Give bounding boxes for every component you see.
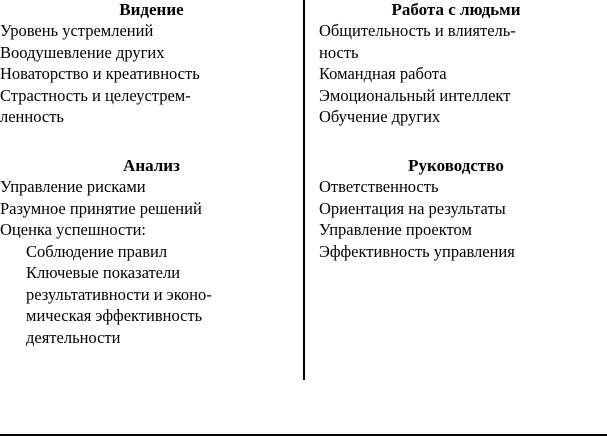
list-item: Разумное принятие решений [0,198,202,218]
list-item: Обучение других [319,107,441,126]
list-item: Общительность и влиятель- [319,21,516,40]
list-item: ность [319,42,359,62]
content-cell-working-with-people [304,20,607,156]
content-cell-vision [0,20,304,156]
list-item: Страстность и целеустрем- [0,85,191,105]
list-item: Воодушевление других [0,42,165,62]
list-item: Эффективность управления [319,241,515,261]
list-item: Уровень устремлений [0,21,154,40]
list-item: Эмоциональный интеллект [319,85,511,105]
header-row-1 [0,0,607,20]
list-item: Управление проектом [319,220,472,239]
header-cell-leadership: Руководство [408,156,504,175]
list-item: Оценка успешности: [0,220,146,239]
content-row-1 [0,20,607,156]
list-item: мическая эффективность [26,306,203,325]
list-item: Ответственность [319,177,439,196]
list-item: ленность [0,107,64,126]
list-item: Соблюдение правил [26,241,168,261]
list-item: Новаторство и креативность [0,64,200,83]
list-item: Управление рисками [0,177,146,196]
header-cell-vision: Видение [0,0,304,20]
list-item: результативности и эконо- [26,284,212,304]
header-cell-working-with-people: Работа с людьми [391,0,521,19]
list-item: Ориентация на результаты [319,198,506,218]
content-row-2 [0,176,607,380]
content-cell-leadership [304,176,607,380]
list-item: деятельности [26,327,121,347]
content-cell-analysis [0,176,304,380]
list-item: Ключевые показатели [26,263,181,282]
list-item: Командная работа [319,64,447,83]
header-cell-analysis: Анализ [0,156,304,176]
header-row-2 [0,156,607,176]
